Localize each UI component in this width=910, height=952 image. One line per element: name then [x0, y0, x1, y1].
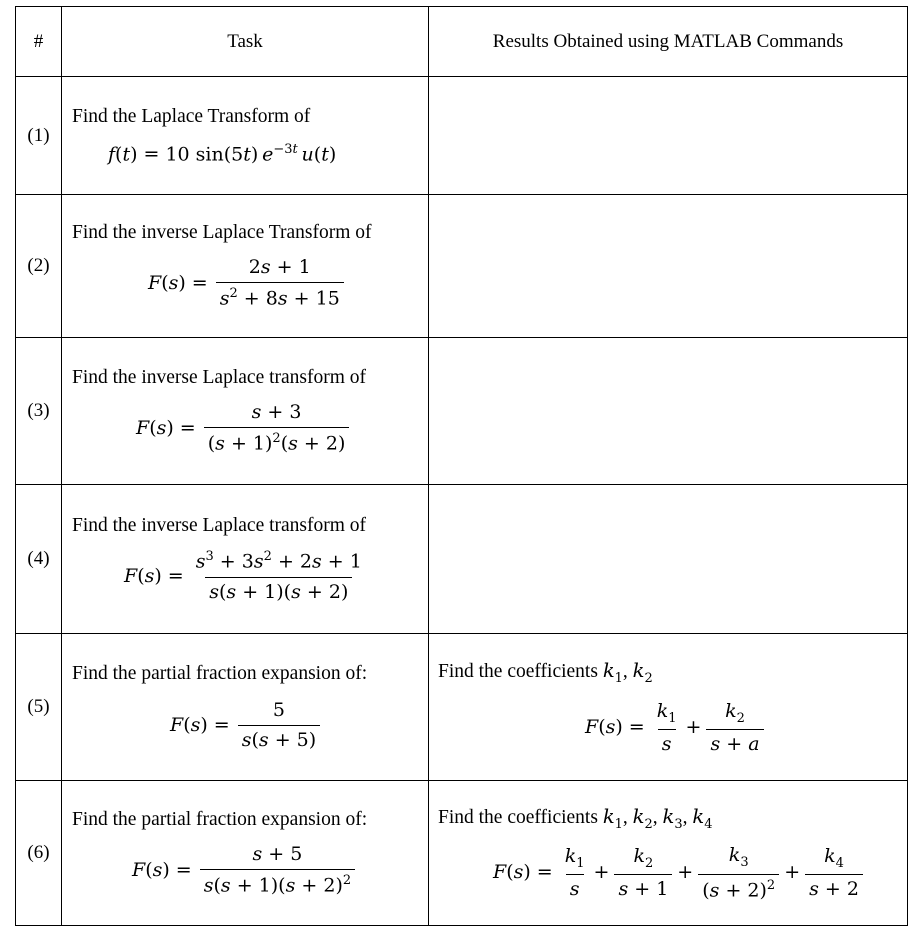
header-results: Results Obtained using MATLAB Commands: [429, 7, 908, 77]
result-cell: [429, 77, 908, 195]
task-formula: F ( s ) = $\frac{2s + 1}{s^2 + 8s + 15}$: [62, 256, 428, 309]
result-text: Find the coefficients $k_1$, $k_2$, $k_3$, $k_4$: [438, 804, 713, 832]
task-cell: [62, 338, 429, 485]
task-text: Find the partial fraction expansion of:: [72, 663, 368, 684]
task-cell: [62, 485, 429, 634]
header-row: [16, 7, 908, 77]
result-text: Find the coefficients $k_1$, $k_2$: [438, 658, 653, 686]
task-formula: F ( s ) = $\frac{s + 5}{s(s + 1)(s + 2)^2}$: [62, 843, 428, 896]
matlab-task-table: [15, 6, 908, 926]
row-number: (1): [16, 77, 62, 195]
task-text: Find the partial fraction expansion of:: [72, 809, 368, 831]
result-formula: F ( s ) = $\frac{k_1}{s}$ + $\frac{k_2}{s + 1}$ + $\frac{k_3}{(s + 2)^2}$ + $\frac{k_4}{s + 2}$: [429, 844, 907, 901]
result-cell: [429, 634, 908, 781]
row-number: (2): [16, 195, 62, 338]
task-formula: F ( s ) = $\frac{s + 3}{(s + 1)^2(s + 2)}$: [62, 401, 428, 454]
table-row: [16, 634, 908, 781]
header-number: #: [16, 7, 62, 77]
row-number: (6): [16, 781, 62, 926]
table-row: [16, 485, 908, 634]
task-cell: [62, 634, 429, 781]
task-text: Find the inverse Laplace Transform of: [72, 222, 372, 244]
result-formula: F ( s ) = $\frac{k_1}{s}$ + $\frac{k_2}{s + a}$: [429, 700, 907, 756]
task-text: Find the Laplace Transform of: [72, 105, 311, 127]
task-cell: [62, 77, 429, 195]
row-number: (5): [16, 634, 62, 781]
result-cell: [429, 485, 908, 634]
table-row: [16, 77, 908, 195]
task-text: Find the inverse Laplace transform of: [72, 515, 367, 537]
task-formula: f(t) = 10 sin(5t) $e^{-3t}$ u(t): [108, 141, 337, 166]
task-formula: F ( s ) = $\frac{5}{s(s + 5)}$: [62, 699, 428, 751]
header-task: Task: [62, 7, 429, 77]
task-cell: [62, 781, 429, 926]
result-cell: [429, 195, 908, 338]
task-text: Find the inverse Laplace transform of: [72, 367, 367, 389]
task-formula: F ( s ) = $\frac{s^3 + 3s^2 + 2s + 1}{s(s + 1)(s + 2)}$: [124, 549, 362, 603]
table-row: [16, 195, 908, 338]
task-cell: [62, 195, 429, 338]
result-cell: [429, 338, 908, 485]
table-row: [16, 781, 908, 926]
row-number: (4): [16, 485, 62, 634]
result-cell: [429, 781, 908, 926]
table-row: [16, 338, 908, 485]
row-number: (3): [16, 338, 62, 485]
